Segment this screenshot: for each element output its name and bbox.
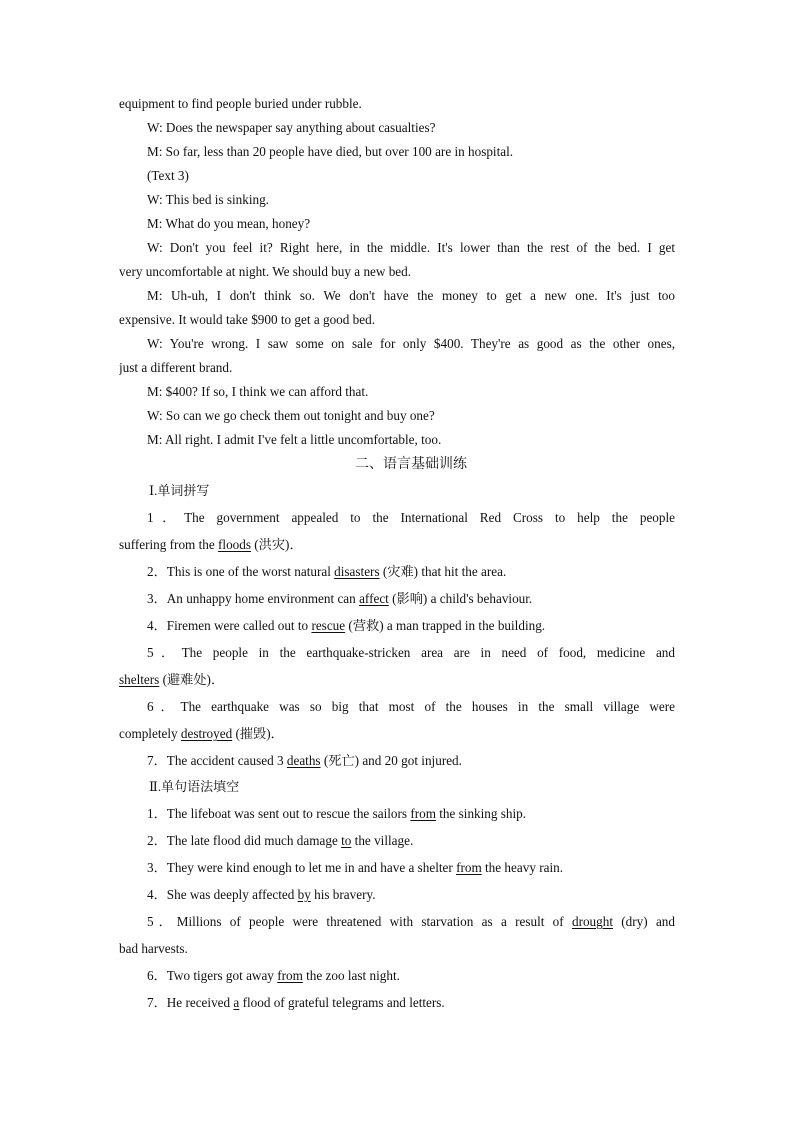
part1-title: Ⅰ.单词拼写 xyxy=(149,483,210,498)
answer-text: rescue xyxy=(311,618,346,633)
answer-text: from xyxy=(456,860,482,875)
answer-text: destroyed xyxy=(180,726,233,741)
dialogue-line: W: Don't you feel it? Right here, in the middle. It's lower than the rest of the bed. I get xyxy=(147,240,675,255)
dialogue-line: equipment to find people buried under rubble. xyxy=(119,96,362,111)
part2-title: Ⅱ.单句语法填空 xyxy=(149,779,240,794)
list-item: 6．Two tigers got away from the zoo last night. xyxy=(147,968,400,983)
dialogue-line: M: So far, less than 20 people have died, but over 100 are in hospital. xyxy=(147,144,514,159)
section-title: 二、语言基础训练 xyxy=(355,457,467,472)
list-item: shelters (避难处)． xyxy=(119,672,225,687)
list-item: 1．The government appealed to the International Red Cross to help the people xyxy=(147,510,675,525)
dialogue-line: W: You're wrong. I saw some on sale for only $400. They're as good as the other ones, xyxy=(147,336,675,351)
answer-text: disasters xyxy=(334,564,380,579)
list-item: completely destroyed (摧毁)． xyxy=(119,726,284,741)
part2-exercises xyxy=(119,800,675,1016)
dialogue-line: M: All right. I admit I've felt a little uncomfortable, too. xyxy=(147,432,442,447)
list-item: 7．The accident caused 3 deaths (死亡) and 20 got injured. xyxy=(147,753,462,768)
dialogue-line: just a different brand. xyxy=(119,360,233,375)
answer-text: shelters xyxy=(119,672,160,687)
list-item: 3．An unhappy home environment can affect (影响) a child's behaviour. xyxy=(147,591,533,606)
dialogue-line: M: What do you mean, honey? xyxy=(147,216,311,231)
list-item: 4．She was deeply affected by his bravery. xyxy=(147,887,376,902)
list-item: 2．The late flood did much damage to the village. xyxy=(147,833,414,848)
list-item: 6．The earthquake was so big that most of the houses in the small village were xyxy=(147,699,675,714)
list-item: 5．The people in the earthquake-stricken area are in need of food, medicine and xyxy=(147,645,675,660)
list-item: suffering from the floods (洪灾)． xyxy=(119,537,303,552)
dialogue-line: W: Does the newspaper say anything about casualties? xyxy=(147,120,436,135)
dialogue-line: W: This bed is sinking. xyxy=(147,192,269,207)
dialogue-line: W: So can we go check them out tonight and buy one? xyxy=(147,408,435,423)
answer-text: floods xyxy=(218,537,251,552)
dialogue-line: very uncomfortable at night. We should buy a new bed. xyxy=(119,264,412,279)
list-item: 5．Millions of people were threatened with starvation as a result of drought (dry) and xyxy=(147,914,675,929)
dialogue-line: M: Uh-uh, I don't think so. We don't have the money to get a new one. It's just too xyxy=(147,288,675,303)
listening-transcript xyxy=(119,92,675,452)
list-item: 1．The lifeboat was sent out to rescue the sailors from the sinking ship. xyxy=(147,806,527,821)
answer-text: from xyxy=(277,968,303,983)
answer-text: a xyxy=(233,995,240,1010)
document-page xyxy=(119,92,675,1016)
answer-text: by xyxy=(297,887,311,902)
answer-text: from xyxy=(410,806,436,821)
list-item: 2．This is one of the worst natural disasters (灾难) that hit the area. xyxy=(147,564,507,579)
dialogue-line: (Text 3) xyxy=(147,168,189,183)
part1-exercises xyxy=(119,504,675,774)
list-item: 7．He received a flood of grateful telegrams and letters. xyxy=(147,995,445,1010)
dialogue-line: expensive. It would take $900 to get a good bed. xyxy=(119,312,375,327)
answer-text: to xyxy=(341,833,352,848)
list-item: bad harvests. xyxy=(119,941,188,956)
answer-text: affect xyxy=(359,591,389,606)
answer-text: deaths xyxy=(286,753,321,768)
dialogue-line: M: $400? If so, I think we can afford that. xyxy=(147,384,369,399)
list-item: 4．Firemen were called out to rescue (营救) a man trapped in the building. xyxy=(147,618,546,633)
answer-text: drought xyxy=(571,914,613,929)
list-item: 3．They were kind enough to let me in and have a shelter from the heavy rain. xyxy=(147,860,564,875)
